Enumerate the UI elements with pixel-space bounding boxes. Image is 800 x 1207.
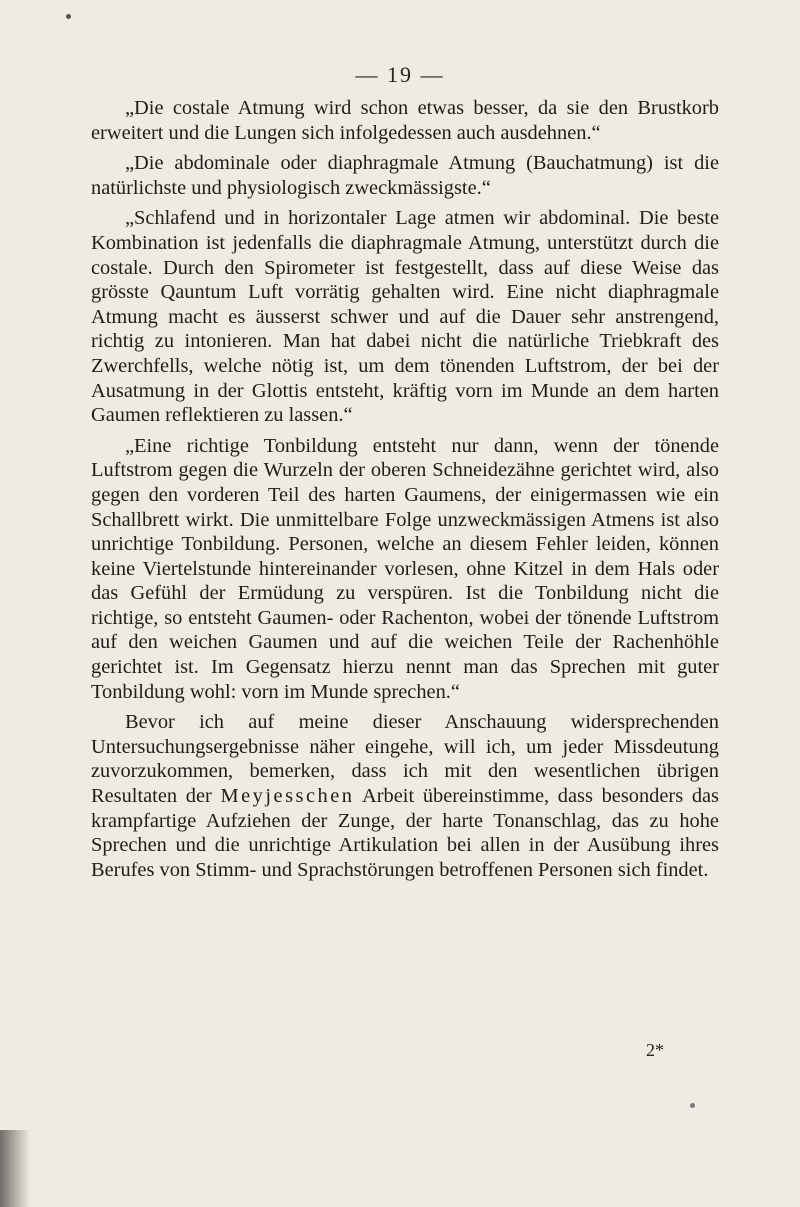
body-text bbox=[91, 96, 719, 888]
paragraph-costal-breathing: „Die costale Atmung wird schon etwas besser, da sie den Brustkorb erweitert und die Lungen sich infolgedessen auch ausdehnen.“ bbox=[91, 97, 719, 144]
paragraph-tone-formation: „Eine richtige Tonbildung entsteht nur dann, wenn der tönende Luftstrom gegen die Wurzeln der oberen Schneidezähne gerichtet wird, also gegen den vorderen Teil des harten Gaumens, der einigermassen wie ein Schallbrett wirkt. Die unmittelbare Folge unzweckmässigen Atmens ist also unrichtige Tonbildung. Personen, welche an diesem Fehler leiden, können keine Viertelstunde hintereinander vorlesen, ohne Kitzel in dem Hals oder das Gefühl der Ermüdung zu verspüren. Ist die Tonbildung nicht die richtige, so entsteht Gaumen- oder Rachenton, wobei der tönende Luftstrom auf den weichen Gaumen und auf die weichen Teile der Rachenhöhle gerichtet ist. Im Gegensatz hierzu nennt man das Sprechen mit guter Tonbildung wohl: vorn im Munde sprechen.“ bbox=[91, 434, 719, 703]
binding-shadow bbox=[0, 1130, 30, 1207]
author-name-spaced: Meyjesschen bbox=[220, 785, 355, 808]
speck-mark bbox=[690, 1103, 695, 1108]
paragraph-abdominal-breathing: „Die abdominale oder diaphragmale Atmung (Bauchatmung) ist die natürlichste und physiologisch zweckmässigste.“ bbox=[91, 152, 719, 199]
paragraph-author-remarks bbox=[91, 710, 719, 882]
paragraph-sleeping-breathing: „Schlafend und in horizontaler Lage atmen wir abdominal. Die beste Kombination ist jedenfalls die diaphragmale Atmung, unterstützt durch die costale. Durch den Spirometer ist festgestellt, dass auf diese Weise das grösste Qauntum Luft vorrätig gehalten wird. Eine nicht diaphragmale Atmung macht es äusserst schwer und auf die Dauer sehr anstrengend, richtig zu intonieren. Man hat dabei nicht die natürliche Triebkraft des Zwerchfells, welche nötig ist, um dem tönenden Luftstrom, der bei der Ausatmung in der Glottis entsteht, kräftig vorn im Munde an dem harten Gaumen reflektieren zu lassen.“ bbox=[91, 207, 719, 427]
printer-signature-mark: 2* bbox=[646, 1040, 664, 1060]
paragraph-text-start: Bevor ich auf meine dieser Anschauung widersprechenden Untersuchungsergebnisse näher eingehe, will ich, um jeder Missdeutung zuvorzukommen, bemerken, dass ich mit den wesentlichen übrigen Resultaten der bbox=[91, 711, 719, 808]
page-number: — 19 — bbox=[355, 62, 445, 87]
paragraph-text-end: Arbeit übereinstimme, dass besonders das krampfartige Aufziehen der Zunge, der harte Tonanschlag, das zu hohe Sprechen und die unrichtige Artikulation bei allen in der Ausübung ihres Berufes von Stimm- und Sprachstörungen betroffenen Personen sich findet. bbox=[91, 785, 719, 881]
speck-mark bbox=[66, 14, 71, 19]
